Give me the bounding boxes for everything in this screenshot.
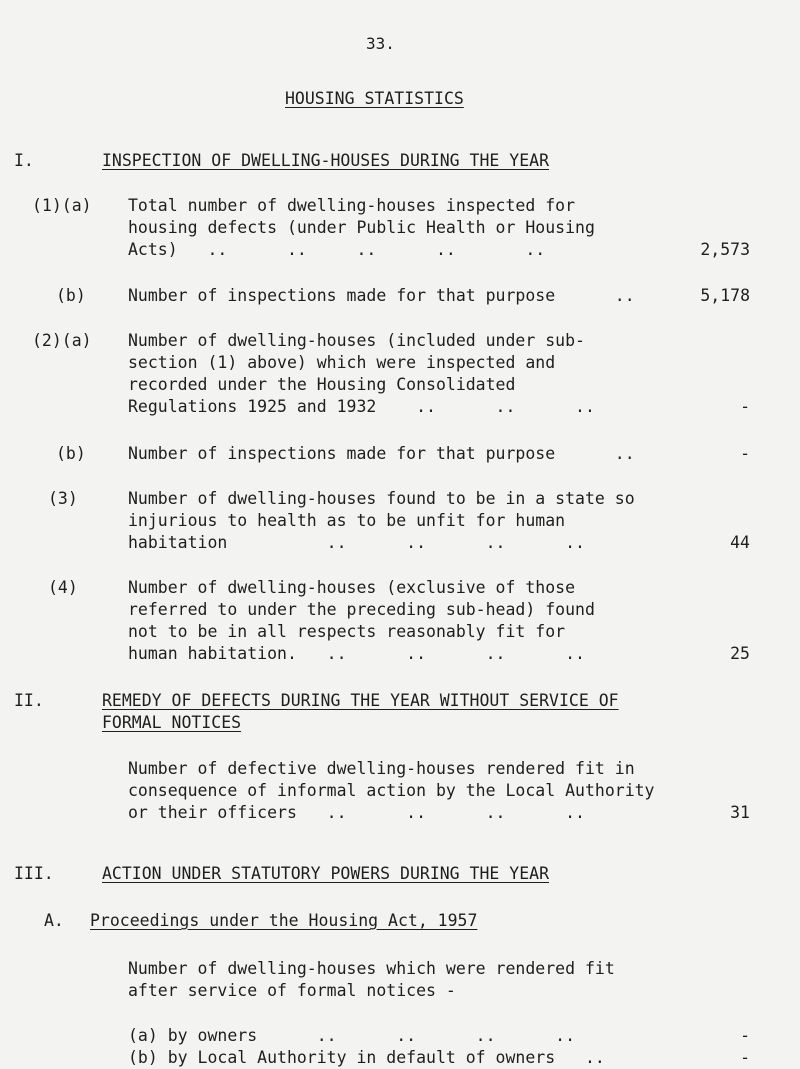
- item-label: (2)(a): [32, 331, 92, 350]
- item-text-line: human habitation. .. .. .. ..: [128, 644, 605, 663]
- item-text-line: Number of dwelling-houses found to be in a state so: [128, 489, 635, 508]
- section-heading: INSPECTION OF DWELLING-HOUSES DURING THE YEAR: [102, 151, 550, 170]
- item-label: (1)(a): [32, 196, 92, 215]
- item-value: 5,178: [700, 286, 750, 305]
- item-text-line: referred to under the preceding sub-head) found: [128, 600, 595, 619]
- item-text-line: Number of dwelling-houses (included under sub-: [128, 331, 585, 350]
- section-number: II.: [14, 691, 44, 710]
- item-text-line: Number of defective dwelling-houses rendered fit in: [128, 759, 635, 778]
- item-text-line: after service of formal notices -: [128, 981, 456, 1000]
- section-number: III.: [14, 864, 54, 883]
- item-text-line: habitation .. .. .. ..: [128, 533, 605, 552]
- item-value: 2,573: [700, 240, 750, 259]
- item-text-line: not to be in all respects reasonably fit for: [128, 622, 566, 641]
- item-label: (4): [48, 578, 78, 597]
- item-text-line: Number of dwelling-houses which were rendered fit: [128, 959, 615, 978]
- item-value: -: [740, 1026, 750, 1045]
- item-text-line: Regulations 1925 and 1932 .. .. ..: [128, 397, 615, 416]
- item-value: 44: [730, 533, 750, 552]
- subsection-label: A.: [44, 911, 64, 930]
- item-text-line: housing defects (under Public Health or Housing: [128, 218, 595, 237]
- item-value: 31: [730, 803, 750, 822]
- item-value: -: [740, 444, 750, 463]
- item-text-line: or their officers .. .. .. ..: [128, 803, 605, 822]
- item-text-line: Total number of dwelling-houses inspected for: [128, 196, 576, 215]
- page-title: HOUSING STATISTICS: [285, 89, 464, 108]
- page-number: 33.: [366, 34, 395, 53]
- item-value: 25: [730, 644, 750, 663]
- item-text-line: Number of inspections made for that purpose ..: [128, 286, 655, 305]
- item-text-line: injurious to health as to be unfit for human: [128, 511, 566, 530]
- section-heading: FORMAL NOTICES: [102, 713, 242, 732]
- item-text-line: Acts) .. .. .. .. ..: [128, 240, 595, 259]
- item-text-line: recorded under the Housing Consolidated: [128, 375, 516, 394]
- item-text-line: section (1) above) which were inspected and: [128, 353, 556, 372]
- item-label: (b): [56, 286, 86, 305]
- item-text-line: (b) by Local Authority in default of owners ..: [128, 1048, 625, 1067]
- item-label: (3): [48, 489, 78, 508]
- item-value: -: [740, 397, 750, 416]
- item-text-line: consequence of informal action by the Local Authority: [128, 781, 655, 800]
- item-text-line: Number of inspections made for that purpose ..: [128, 444, 655, 463]
- section-number: I.: [14, 151, 34, 170]
- subsection-heading: Proceedings under the Housing Act, 1957: [90, 911, 478, 930]
- item-value: -: [740, 1048, 750, 1067]
- item-text-line: Number of dwelling-houses (exclusive of those: [128, 578, 576, 597]
- item-text-line: (a) by owners .. .. .. ..: [128, 1026, 595, 1045]
- section-heading: REMEDY OF DEFECTS DURING THE YEAR WITHOUT SERVICE OF: [102, 691, 619, 710]
- section-heading: ACTION UNDER STATUTORY POWERS DURING THE YEAR: [102, 864, 550, 883]
- item-label: (b): [56, 444, 86, 463]
